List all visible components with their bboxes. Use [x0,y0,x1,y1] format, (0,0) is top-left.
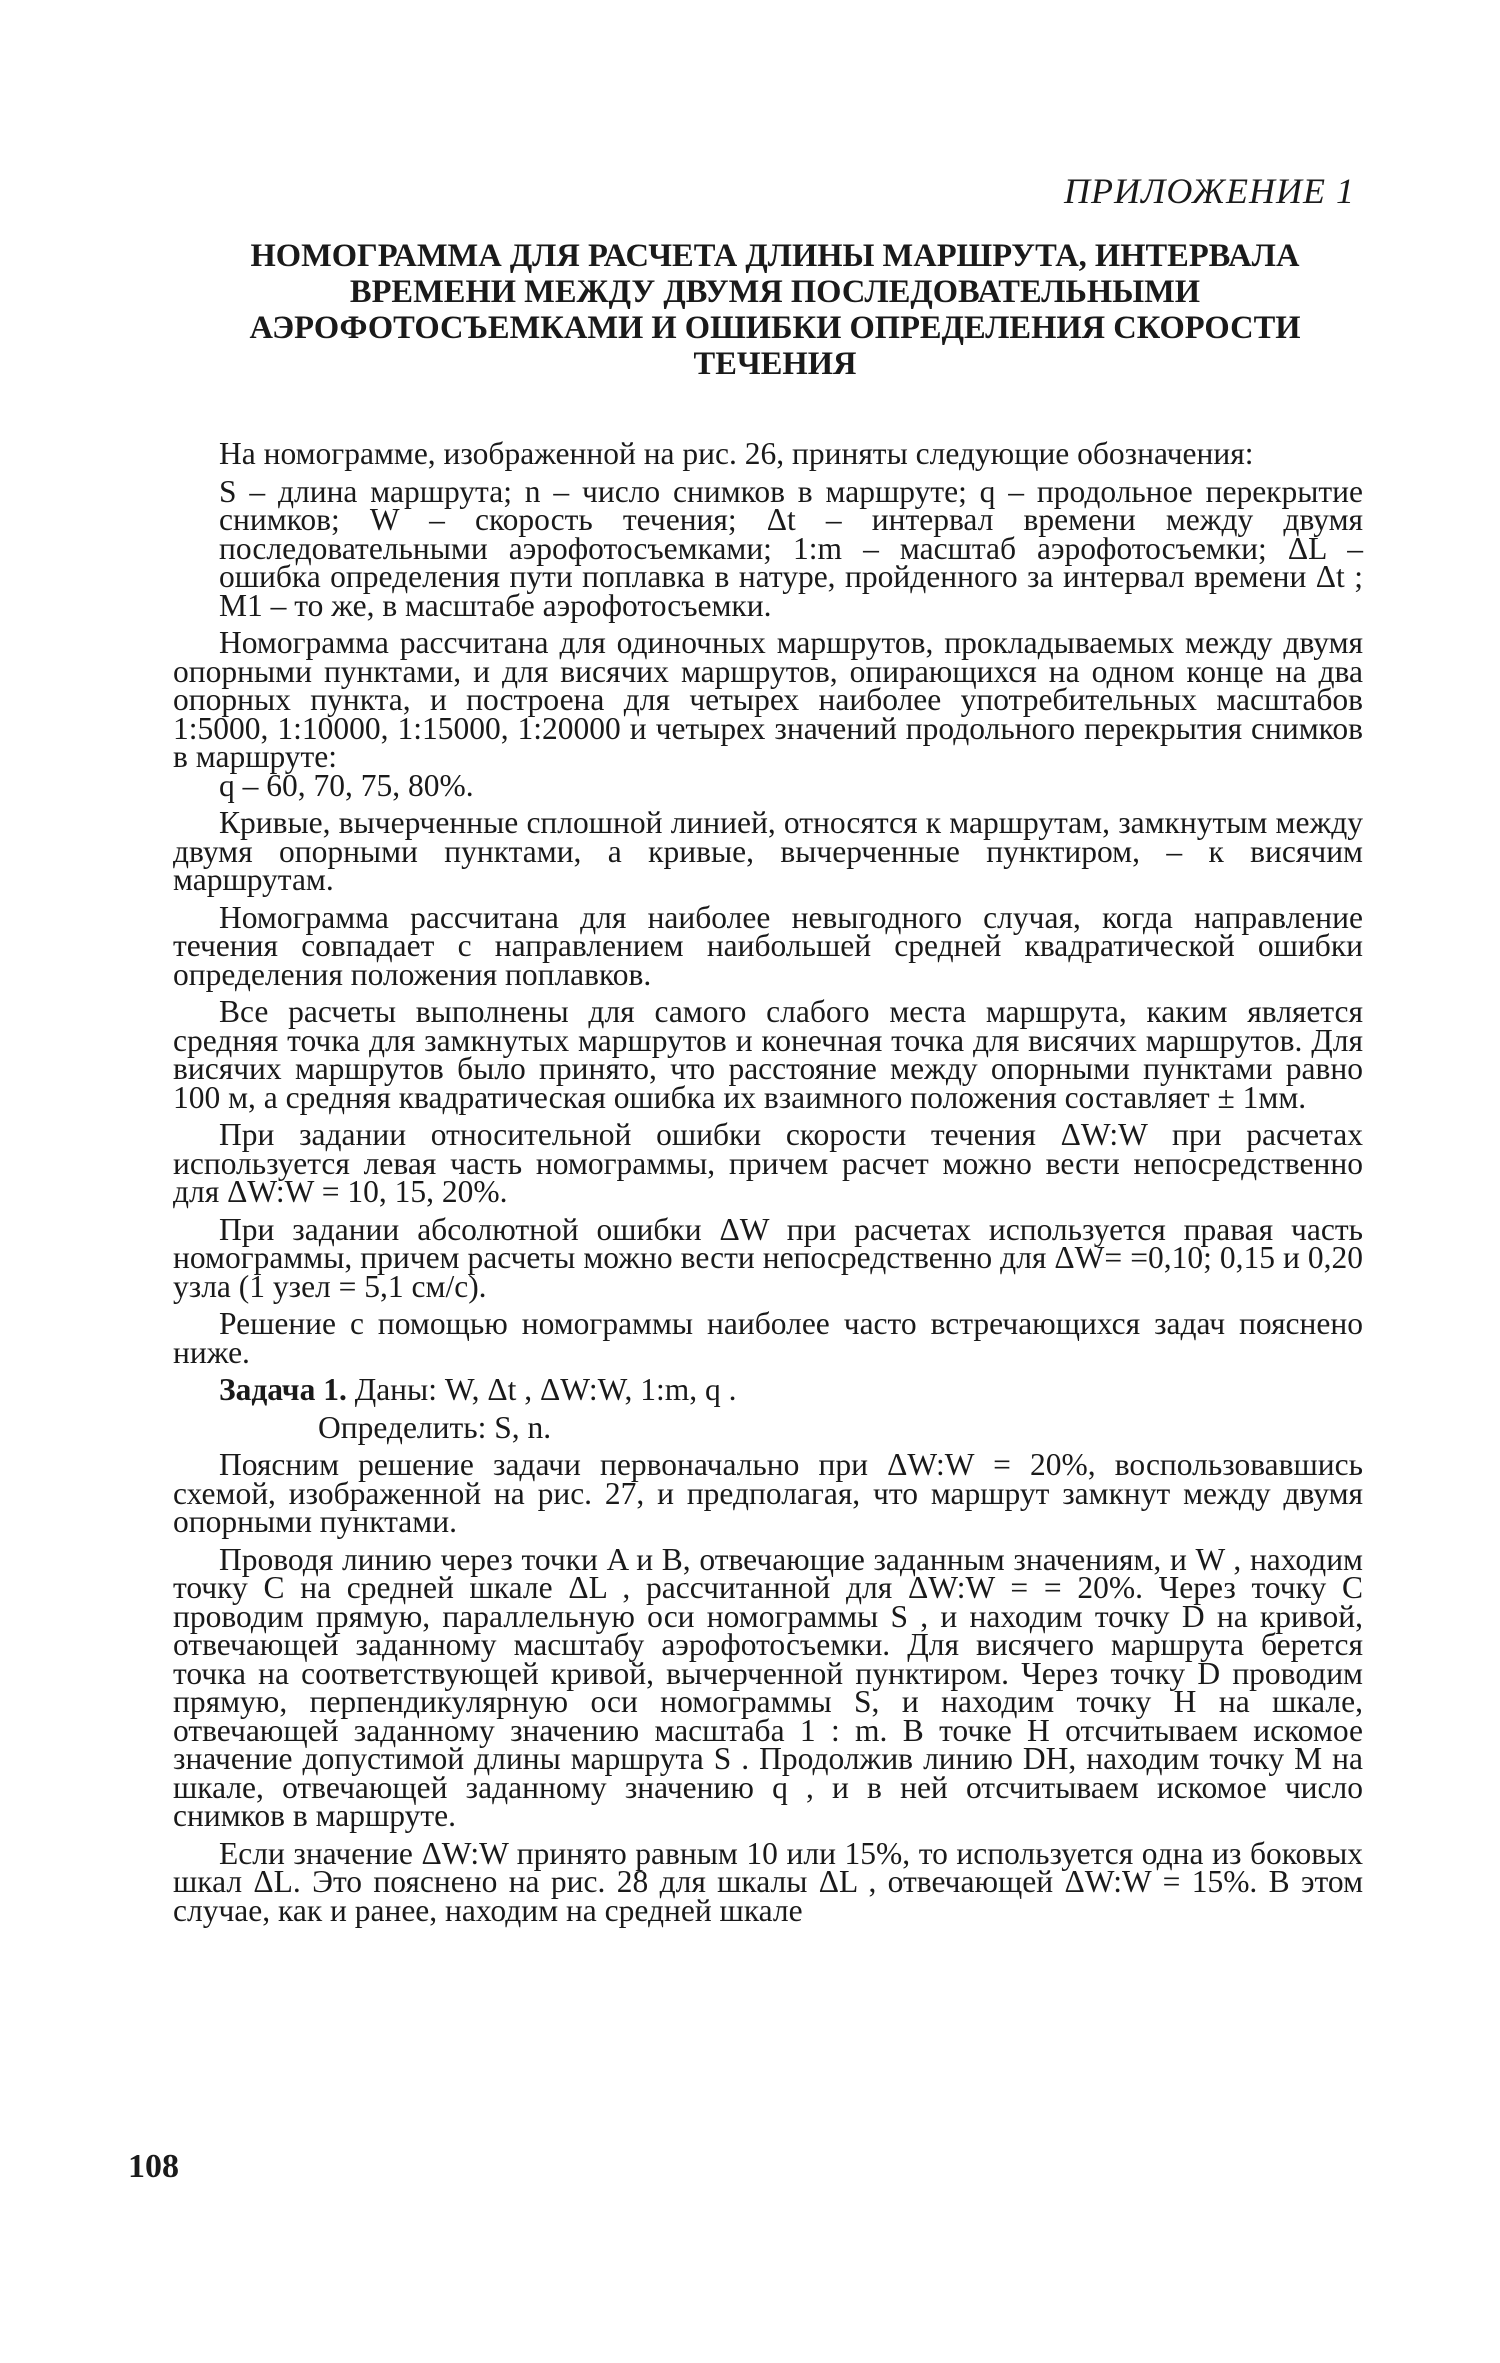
relative-error-paragraph: При задании относительной ошибки скорости течения ΔW:W при расчетах используется левая часть номограммы, причем расчет можно вести непосредственно для ΔW:W = 10, 15, 20%. [173,1117,1363,1209]
task-label: Задача 1. [219,1372,347,1407]
worst-case-paragraph: Номограмма рассчитана для наиболее невыгодного случая, когда направление течения совпадает с направлением наибольшей средней квадратической ошибки определения положения поплавков. [173,899,1363,992]
side-scales-paragraph: Если значение ΔW:W принято равным 10 или 15%, то используется одна из боковых шкал ΔL. Это пояснено на рис. 28 для шкалы ΔL , отвечающей ΔW:W = 15%. В этом случае, как и ранее, находим на средней шкале [173,1835,1363,1928]
calculated-text: Номограмма рассчитана для одиночных маршрутов, прокладываемых между двумя опорными пунктами, и для висячих маршрутов, опирающихся на одном конце на два опорных пункта, и построена для четырех наиболее употребительных масштабов 1:5000, 1:10000, 1:15000, 1:20000 и четырех значений продольного перекрытия снимков в маршруте: [173,625,1363,774]
calculated-paragraph [173,625,1363,803]
weak-point-paragraph: Все расчеты выполнены для самого слабого места маршрута, каким является средняя точка для замкнутых маршрутов и конечная точка для висячих маршрутов. Для висячих маршрутов было принято, что расстояние между опорными пунктами равно 100 м, а средняя квадратическая ошибка их взаимного положения составляет ± 1мм. [173,994,1363,1115]
definitions-paragraph: S – длина маршрута; n – число снимков в маршруте; q – продольное перекрытие снимков; W – скорость течения; Δt – интервал времени между двумя последовательными аэрофотосъемками; 1:m – масштаб аэрофотосъемки; ΔL – ошибка определения пути поплавка в натуре, пройденного за интервал времени Δt ; M1 – то же, в масштабе аэрофотосъемки. [219,473,1363,623]
page-title [200,238,1350,382]
overlap-values: q – 60, 70, 75, 80%. [219,767,474,803]
curves-paragraph: Кривые, вычерченные сплошной линией, относятся к маршрутам, замкнутым между двумя опорными пунктами, а кривые, вычерченные пунктиром, – к висячим маршрутам. [173,805,1363,897]
page-number: 108 [128,2148,179,2185]
task-given: Даны: W, Δt , ΔW:W, 1:m, q . [354,1372,737,1407]
solution-paragraph: Решение с помощью номограммы наиболее часто встречающихся задач пояснено ниже. [173,1306,1363,1370]
body-text [173,436,1363,1934]
title-line: ТЕЧЕНИЯ [693,346,857,382]
appendix-label: ПРИЛОЖЕНИЕ 1 [1064,171,1355,211]
intro-paragraph: На номограмме, изображенной на рис. 26, приняты следующие обозначения: [219,436,1254,471]
absolute-error-paragraph: При задании абсолютной ошибки ΔW при расчетах используется правая часть номограммы, причем расчеты можно вести непосредственно для ΔW= =0,10; 0,15 и 0,20 узла (1 узел = 5,1 см/с). [173,1211,1363,1304]
title-line: ВРЕМЕНИ МЕЖДУ ДВУМЯ ПОСЛЕДОВАТЕЛЬНЫМИ [349,274,1201,310]
task-1-given [173,1372,1363,1407]
title-line: НОМОГРАММА ДЛЯ РАСЧЕТА ДЛИНЫ МАРШРУТА, ИНТЕРВАЛА [250,238,1300,274]
title-line: АЭРОФОТОСЪЕМКАМИ И ОШИБКИ ОПРЕДЕЛЕНИЯ СКОРОСТИ [249,310,1301,346]
task-1-determine: Определить: S, n. [318,1409,552,1445]
explain-paragraph: Поясним решение задачи первоначально при ΔW:W = 20%, воспользовавшись схемой, изображенной на рис. 27, и предполагая, что маршрут замкнут между двумя опорными пунктами. [173,1447,1363,1539]
procedure-paragraph: Проводя линию через точки A и B, отвечающие заданным значениям, и W , находим точку C на средней шкале ΔL , рассчитанной для ΔW:W = = 20%. Через точку C проводим прямую, параллельную оси номограммы S , и находим точку D на кривой, отвечающей заданному масштабу аэрофотосъемки. Для висячего маршрута берется точка на соответствующей кривой, вычерченной пунктиром. Через точку D проводим прямую, перпендикулярную оси номограммы S, и находим точку H на шкале, отвечающей заданному значению масштаба 1 : m. В точке H отсчитываем искомое значение допустимой длины маршрута S . Продолжив линию DH, находим точку M на шкале, отвечающей заданному значению q , и в ней отсчитываем искомое число снимков в маршруте. [173,1541,1363,1833]
